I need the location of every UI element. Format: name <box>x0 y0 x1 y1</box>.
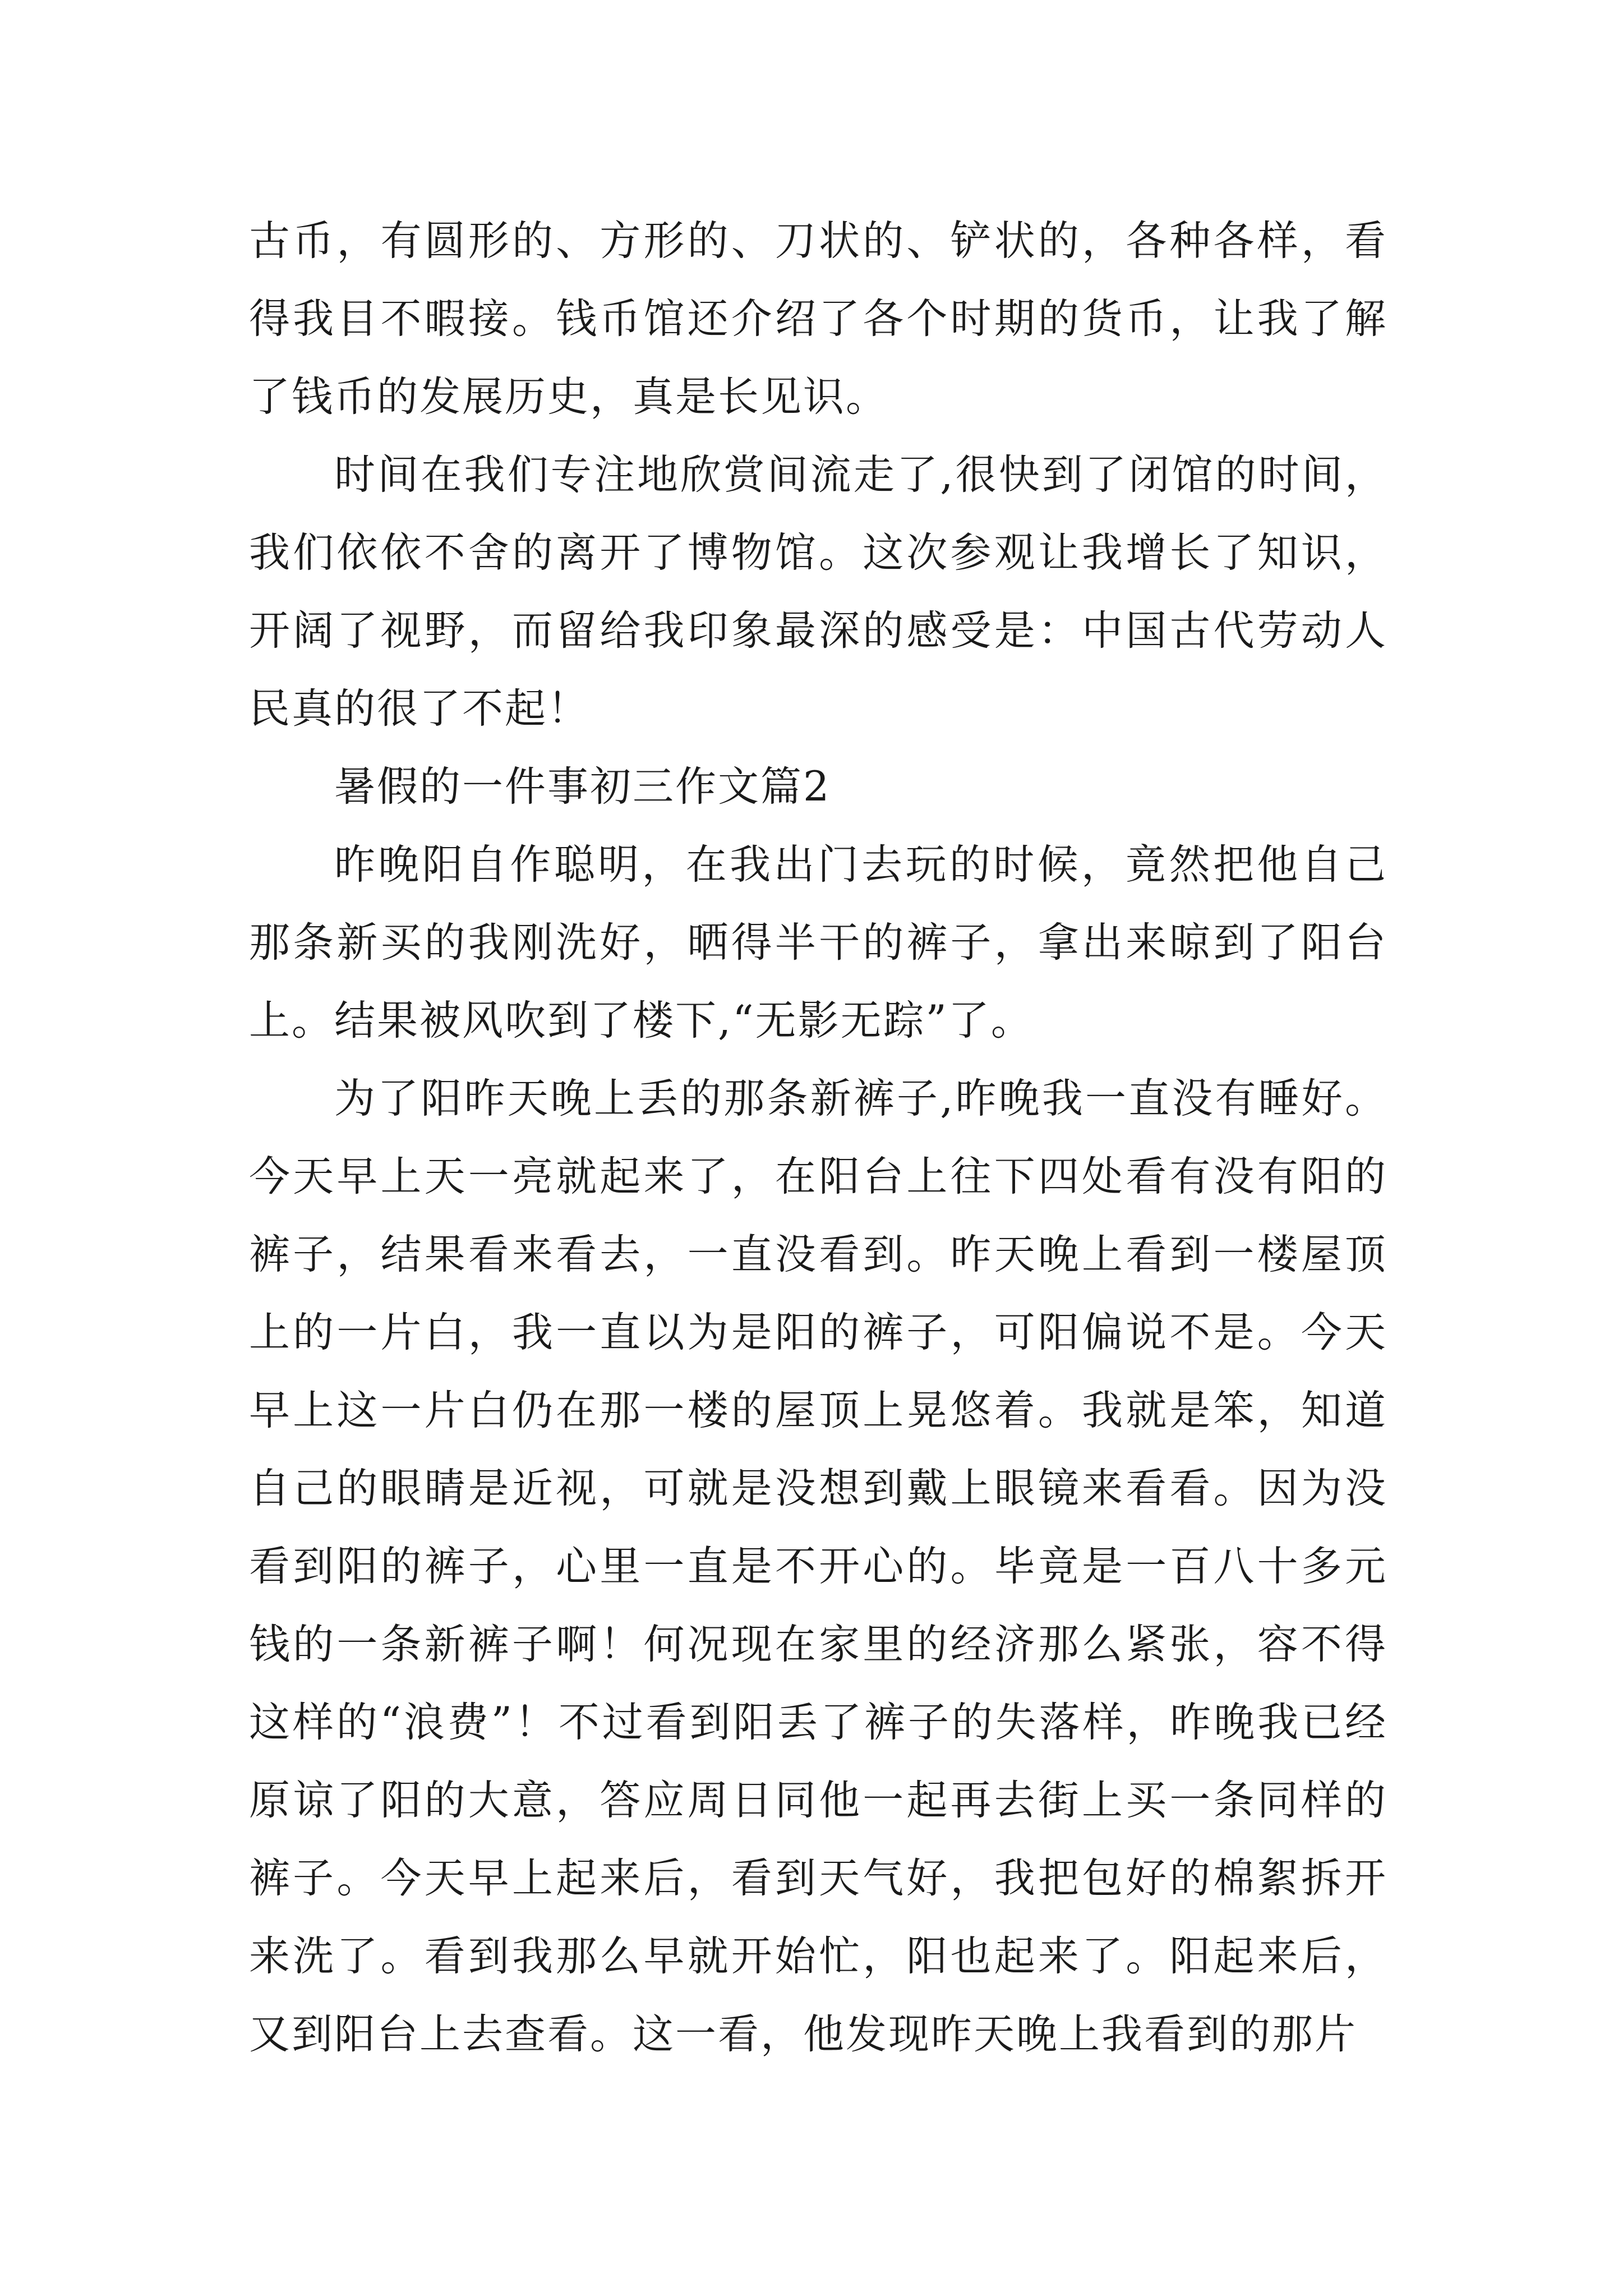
paragraph-continuation: 古币，有圆形的、方形的、刀状的、铲状的，各种各样，看得我目不暇接。钱币馆还介绍了各个时期的货币，让我了解了钱币的发展历史，真是长见识。 <box>249 217 1387 421</box>
document-body <box>249 202 1387 2073</box>
paragraph-lost-pants: 昨晚阳自作聪明，在我出门去玩的时候，竟然把他自己那条新买的我刚洗好，晒得半干的裤子，拿出来晾到了阳台上。结果被风吹到了楼下,“无影无踪”了。 <box>249 841 1387 1045</box>
section-heading: 暑假的一件事初三作文篇2 <box>334 763 831 811</box>
paragraph-search-next-day: 为了阳昨天晚上丢的那条新裤子,昨晚我一直没有睡好。今天早上天一亮就起来了，在阳台上往下四处看有没有阳的裤子，结果看来看去，一直没看到。昨天晚上看到一楼屋顶上的一片白，我一直以为是阳的裤子，可阳偏说不是。今天早上这一片白仍在那一楼的屋顶上晃悠着。我就是笨，知道自己的眼睛是近视，可就是没想到戴上眼镜来看看。因为没看到阳的裤子，心里一直是不开心的。毕竟是一百八十多元钱的一条新裤子啊！何况现在家里的经济那么紧张，容不得这样的“浪费”！不过看到阳丢了裤子的失落样，昨晚我已经原谅了阳的大意，答应周日同他一起再去街上买一条同样的裤子。今天早上起来后，看到天气好，我把包好的棉絮拆开来洗了。看到我那么早就开始忙，阳也起来了。阳起来后，又到阳台上去查看。这一看，他发现昨天晚上我看到的那片 <box>249 1075 1387 2058</box>
paragraph-museum-closing: 时间在我们专注地欣赏间流走了,很快到了闭馆的时间，我们依依不舍的离开了博物馆。这次参观让我增长了知识，开阔了视野，而留给我印象最深的感受是：中国古代劳动人民真的很了不起！ <box>249 451 1387 733</box>
